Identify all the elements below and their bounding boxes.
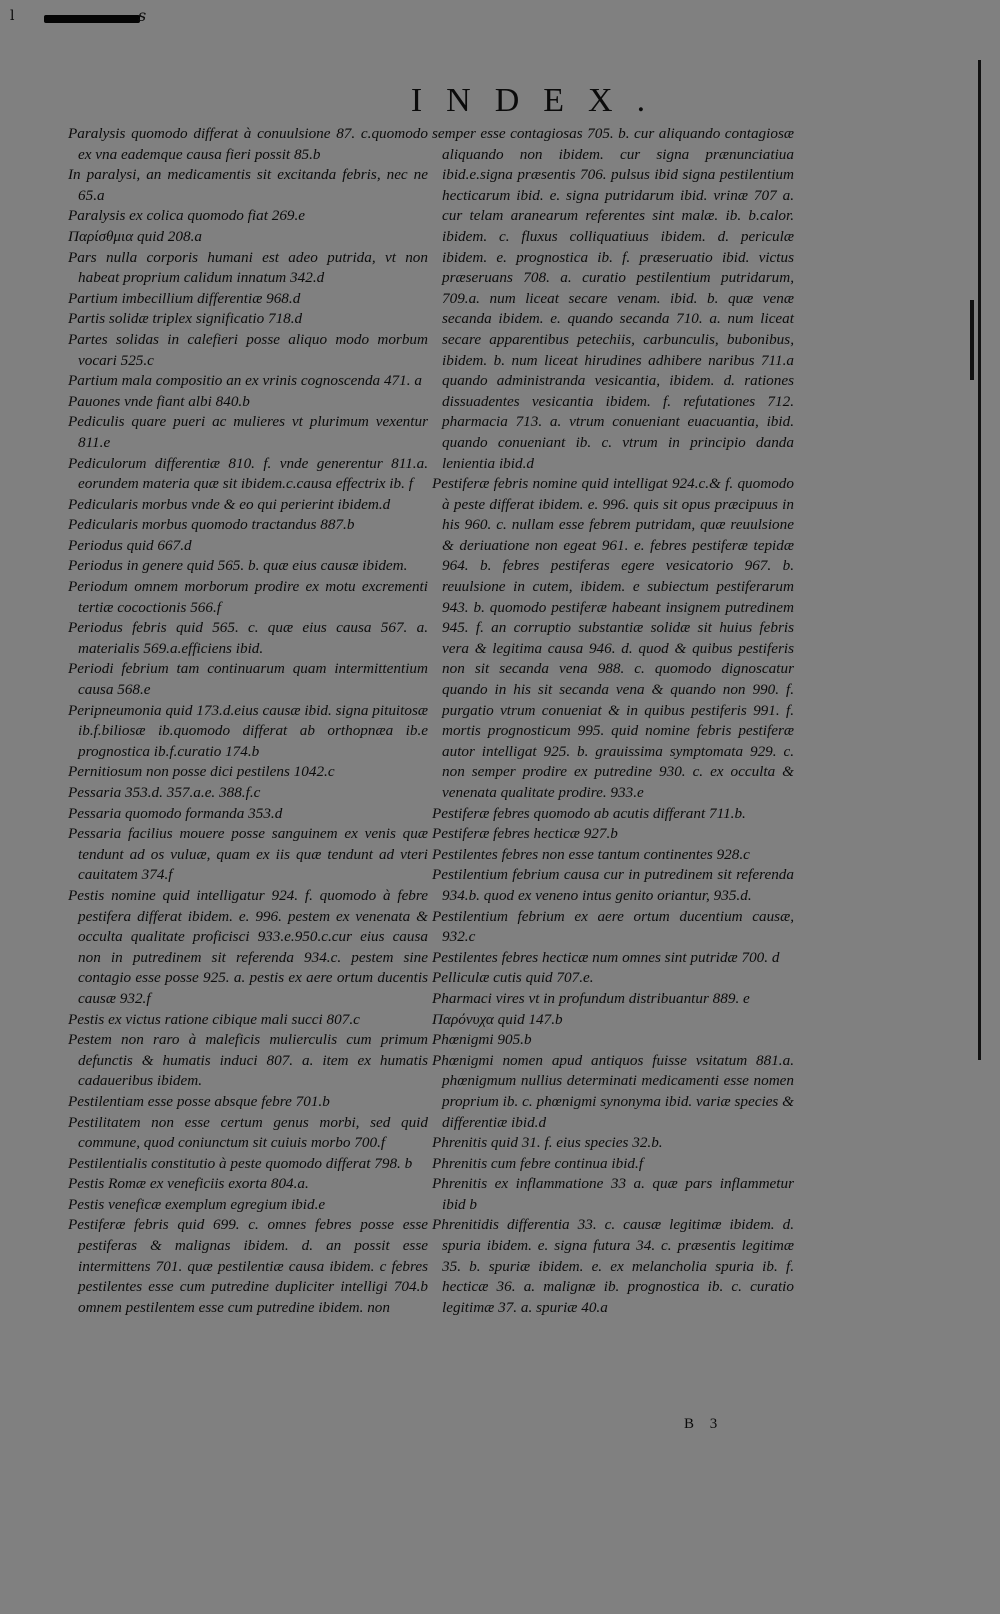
index-entry: Phrenitis cum febre continua ibid.f xyxy=(432,1154,644,1172)
index-entry: Pernitiosum non posse dici pestilens 1042.c xyxy=(68,763,335,781)
index-entry: Pestilentium febrium ex aere ortum ducentium causæ, 932.c xyxy=(432,907,794,946)
index-entry: Phrenitidis differentia 33. c. causæ legitimæ ibidem. d. spuria ibidem. e. signa futura 34. c. præsentis legitimæ 35. b. spuriæ ibidem. e. ex melancholia spuria ib. f. hecticæ 36. a. malignæ ib. prognostica ib. c. curatio legitimæ 37. a. spuriæ 40.a xyxy=(432,1216,794,1316)
index-entry: Παρίσθμια quid 208.a xyxy=(68,227,202,245)
index-entry: Phrenitis ex inflammatione 33 a. quæ pars inflammetur ibid b xyxy=(432,1175,794,1213)
index-entry: Pestis veneficæ exemplum egregium ibid.e xyxy=(68,1195,326,1213)
index-entry: Phrenitis quid 31. f. eius species 32.b. xyxy=(432,1134,663,1152)
index-entry: Partes solidas in calefieri posse aliquo modo morbum vocari 525.c xyxy=(68,330,428,369)
index-entry: Pharmaci vires vt in profundum distribuantur 889. e xyxy=(432,989,750,1007)
index-entry: Phœnigmi 905.b xyxy=(432,1031,532,1049)
index-entry: Partium imbecillium differentiæ 968.d xyxy=(68,289,301,307)
index-entry: Paralysis ex colica quomodo fiat 269.e xyxy=(68,207,306,225)
index-entry: Pedicularis morbus vnde & eo qui perierint ibidem.d xyxy=(68,495,391,513)
index-entry: Pessaria facilius mouere posse sanguinem ex venis quæ tendunt ad os vuluæ, quam ex iis quæ tendunt ad vteri cauitatem 374.f xyxy=(68,825,428,884)
index-entry: Pestiferæ febris quid 699. c. omnes febres posse esse pestiferas & malignas ibidem. d. an possit esse intermittens 701. quæ pestilentiæ causa ibidem. c febres pestilentes esse cum putredine dupliciter intelligi 704.b omnem pestilentem esse cum putredine ibidem. non xyxy=(68,1216,428,1316)
index-entry: Pestiferæ febris nomine quid intelligat 924.c.& f. quomodo à peste differat ibidem. e. 996. quis sit opus præcipuus in his 960. c. nullam esse febrem putridam, quæ reuulsione & deriuatione non egeat 961. e. febres pestiferæ tepidæ 964. b. febres pestiferas egere vesicatorio 967. b. reuulsione in cutem, ibidem. e subiectum pestiferarum 943. b. quomodo pestiferæ habeant insignem putredinem 945. f. an corruptio substantiæ solidæ sit huius febris vera & legitima causa 946. d. quod & quibus pestiferis non sit secanda vena 988. c. quomodo dignoscatur quando in his sit secanda vena & quando non 990. f. purgatio vtrum conueniat & in quibus pestiferis 991. f. mortis prognosticum 995. quid nomine febris pestiferæ autor intelligat 925. b. grauissima symptomata 929. c. non semper prodire ex putredine 930. c. ex occulta & venenata qualitate prodire. 933.e xyxy=(432,475,794,801)
index-entry: Partis solidæ triplex significatio 718.d xyxy=(68,310,303,328)
index-entry: Paralysis quomodo differat à conuulsione 87. c.quomodo ex vna eademque causa fieri possit 85.b xyxy=(68,125,428,163)
page-title: INDEX. xyxy=(410,82,670,119)
index-entry: Pestis Romæ ex veneficiis exorta 804.a. xyxy=(68,1175,309,1193)
index-entry: Pars nulla corporis humani est adeo putrida, vt non habeat proprium calidum innatum 342.d xyxy=(68,248,428,287)
index-entry: Pessaria quomodo formanda 353.d xyxy=(68,804,283,822)
index-entry: Pestem non raro à maleficis mulierculis cum primum defunctis & humatis induci 807. a. item ex humatis cadaueribus ibidem. xyxy=(68,1031,428,1090)
index-entry: Pestis ex victus ratione cibique mali succi 807.c xyxy=(68,1010,360,1028)
page-edge-rule xyxy=(978,60,981,1060)
index-entry: Periodus febris quid 565. c. quæ eius causa 567. a. materialis 569.a.efficiens ibid. xyxy=(68,619,428,657)
right-column xyxy=(432,124,794,1318)
index-entry: In paralysi, an medicamentis sit excitanda febris, nec ne 65.a xyxy=(68,166,428,204)
top-mark: s xyxy=(138,6,147,25)
index-entry: Periodus quid 667.d xyxy=(68,536,192,554)
index-entry: Pestilentiam esse posse absque febre 701.b xyxy=(68,1092,330,1110)
index-entry: Pestiferæ febres hecticæ 927.b xyxy=(432,825,618,843)
index-entry: semper esse contagiosas 705. b. cur aliquando contagiosæ aliquando non ibidem. cur signa prænunciatiua ibid.e.signa præsentis 706. pulsus ibid signa pestilentium hecticarum ibid. e. signa putridarum ibid. vrinæ 707 a. cur telam aranearum referentes sint malæ. ib. b.calor. ibidem. c. fluxus colliquatiuus ibidem. d. periculæ ibidem. e. prognostica ib. f. præseruatio ibid. victus præseruans 708. a. curatio pestilentium putridarum, 709.a. num liceat secare venam. ibid. b. quæ venæ secanda ibidem. e. quando secanda 710. a. num liceat secare apparentibus petechiis, carbunculis, bubonibus, ibidem. b. num liceat hirudines adhibere naribus 711.a quando administranda vesicantia, ibidem. d. rationes dissuadentes vesicantia ibidem. f. refutationes 712. pharmacia 713. a. vtrum conueniant euacuantia, ibid. quando conueniant ib. c. vtrum in principio danda lenientia ibid.d xyxy=(432,125,794,472)
index-entry: Periodum omnem morborum prodire ex motu excrementi tertiæ cococtionis 566.f xyxy=(68,578,428,616)
signature-mark: B 3 xyxy=(684,1416,724,1432)
index-entry: Pauones vnde fiant albi 840.b xyxy=(68,392,250,410)
index-entry: Pediculorum differentiæ 810. f. vnde generentur 811.a. eorundem materia quæ sit ibidem.c.causa effectrix ib. f xyxy=(68,454,428,493)
index-entry: Pessaria 353.d. 357.a.e. 388.f.c xyxy=(68,784,261,801)
index-entry: Partium mala compositio an ex vrinis cognoscenda 471. a xyxy=(68,372,422,390)
index-entry: Pestilentes febres non esse tantum continentes 928.c xyxy=(432,845,750,863)
index-entry: Pestis nomine quid intelligatur 924. f. quomodo à febre pestifera differat ibidem. e. 996. pestem ex venenata & occulta qualitate proficisci 933.e.950.c.cur eius causa non in putredinem sit referenda 934.c. pestem sine contagio esse posse 925. a. pestis ex aere ortum ducentis causæ 932.f xyxy=(68,886,428,1007)
index-entry: Peripneumonia quid 173.d.eius causæ ibid. signa pituitosæ ib.f.biliosæ ib.quomodo differat ab orthopnæa ib.e prognostica ib.f.curatio 174.b xyxy=(68,701,428,760)
index-entry: Pedicularis morbus quomodo tractandus 887.b xyxy=(68,516,355,534)
index-entry: Periodi febrium tam continuarum quam intermittentium causa 568.e xyxy=(68,660,428,699)
index-entry: Pestilentes febres hecticæ num omnes sint putridæ 700. d xyxy=(432,948,780,966)
page-edge-mark xyxy=(970,300,974,380)
index-entry: Pestilitatem non esse certum genus morbi, sed quid commune, quod coniunctum sit cuiuis morbo 700.f xyxy=(68,1113,428,1152)
ink-bar xyxy=(44,15,140,23)
index-entry: Pestiferæ febres quomodo ab acutis differant 711.b. xyxy=(432,804,746,822)
index-entry: Pestilentium febrium causa cur in putredinem sit referenda 934.b. quod ex veneno intus genito oriantur, 935.d. xyxy=(432,866,794,904)
index-entry: Periodus in genere quid 565. b. quæ eius causæ ibidem. xyxy=(68,557,408,575)
index-entry: Phœnigmi nomen apud antiquos fuisse vsitatum 881.a. phœnigmum nullius determinati medicamenti esse nomen proprium ib. c. phœnigmi synonyma ibid. variæ species & differentiæ ibid.d xyxy=(432,1051,794,1131)
index-entry: Pelliculæ cutis quid 707.e. xyxy=(432,969,594,987)
index-entry: Pediculis quare pueri ac mulieres vt plurimum vexentur 811.e xyxy=(68,413,428,451)
index-entry: Παρόνυχα quid 147.b xyxy=(432,1010,563,1028)
index-entry: Pestilentialis constitutio à peste quomodo differat 798. b xyxy=(68,1154,413,1172)
left-margin-mark: l xyxy=(10,8,15,24)
left-column xyxy=(68,124,428,1318)
